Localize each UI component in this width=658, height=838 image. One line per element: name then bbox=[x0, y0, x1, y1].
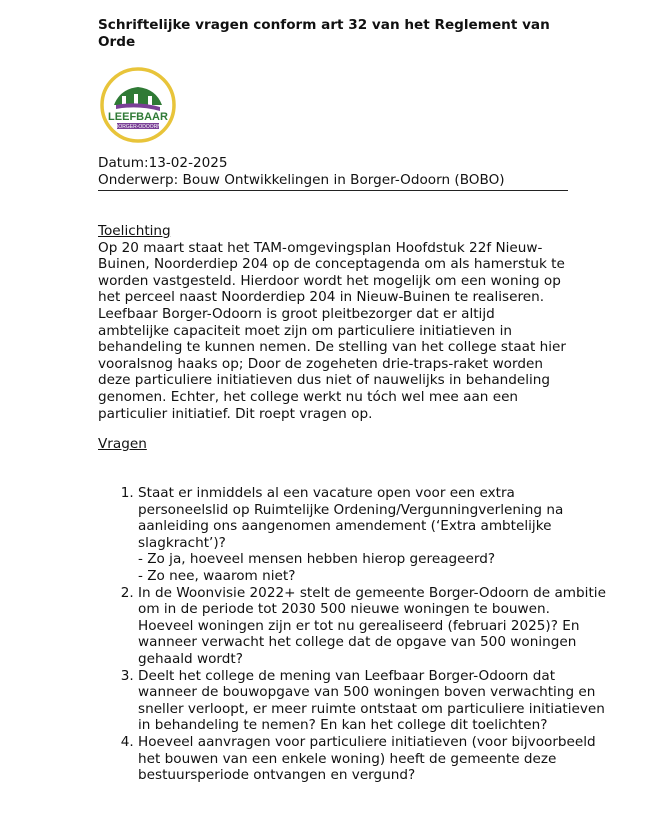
subject-line: Onderwerp: Bouw Ontwikkelingen in Borger-Odoorn (BOBO) bbox=[98, 172, 568, 191]
question-item bbox=[138, 585, 608, 668]
logo-text: LEEFBAAR bbox=[108, 111, 168, 123]
toelichting-body: Op 20 maart staat het TAM-omgevingsplan Hoofdstuk 22f Nieuw-Buinen, Noorderdiep 204 op de conceptagenda om als hamerstuk te worden vastgesteld. Hierdoor wordt het mogelijk om een woning op het perceel naast Noorderdiep 204 in Nieuw-Buinen te realiseren. Leefbaar Borger-Odoorn is groot pleitbezorger dat er altijd ambtelijke capaciteit moet zijn om particuliere initiatieven in behandeling te kunnen nemen. De stelling van het college staat hier vooralsnog haaks op; Door de zogeheten drie-traps-raket worden deze particuliere initiatieven dus niet of nauwelijks in behandeling genomen. Echter, het college werkt nu tóch wel mee aan een particulier initiatief. Dit roept vragen op. bbox=[98, 239, 566, 422]
question-text: Hoeveel aanvragen voor particuliere initiatieven (voor bijvoorbeeld het bouwen van een enkele woning) heeft de gemeente deze bestuursperiode ontvangen en vergund? bbox=[138, 733, 596, 784]
question-subpoint: - Zo ja, hoeveel mensen hebben hierop gereageerd? bbox=[138, 551, 496, 568]
question-text: Deelt het college de mening van Leefbaar Borger-Odoorn dat wanneer de bouwopgave van 500 woningen boven verwachting en sneller verloopt, er meer ruimte ontstaat om particuliere initiatieven in behandeling te nemen? En kan het college dit toelichten? bbox=[138, 667, 605, 734]
question-item bbox=[138, 485, 608, 585]
document-title: Schriftelijke vragen conform art 32 van het Reglement van Orde bbox=[98, 17, 550, 50]
toelichting-heading: Toelichting bbox=[98, 223, 171, 239]
date-line: Datum:13-02-2025 bbox=[98, 155, 228, 171]
document-meta bbox=[98, 155, 568, 191]
question-list bbox=[98, 485, 608, 784]
question-item bbox=[138, 734, 608, 784]
logo-subtext: BORGER-ODOORN bbox=[115, 124, 161, 130]
question-item bbox=[138, 668, 608, 734]
question-text: Staat er inmiddels al een vacature open voor een extra personeelslid op Ruimtelijke Ordening/Vergunningverlening na aanleiding ons aangenomen amendement (‘Extra ambtelijke slagkracht’)? bbox=[138, 485, 564, 551]
question-subpoint: - Zo nee, waarom niet? bbox=[138, 567, 296, 584]
question-text: In de Woonvisie 2022+ stelt de gemeente Borger-Odoorn de ambitie om in de periode tot 2030 500 nieuwe woningen te bouwen. Hoeveel woningen zijn er tot nu gerealiseerd (februari 2025)? En wanneer verwacht het college dat de opgave van 500 woningen gehaald wordt? bbox=[138, 584, 606, 667]
toelichting-section bbox=[98, 223, 568, 422]
leefbaar-logo bbox=[100, 67, 176, 143]
vragen-heading: Vragen bbox=[98, 436, 147, 452]
